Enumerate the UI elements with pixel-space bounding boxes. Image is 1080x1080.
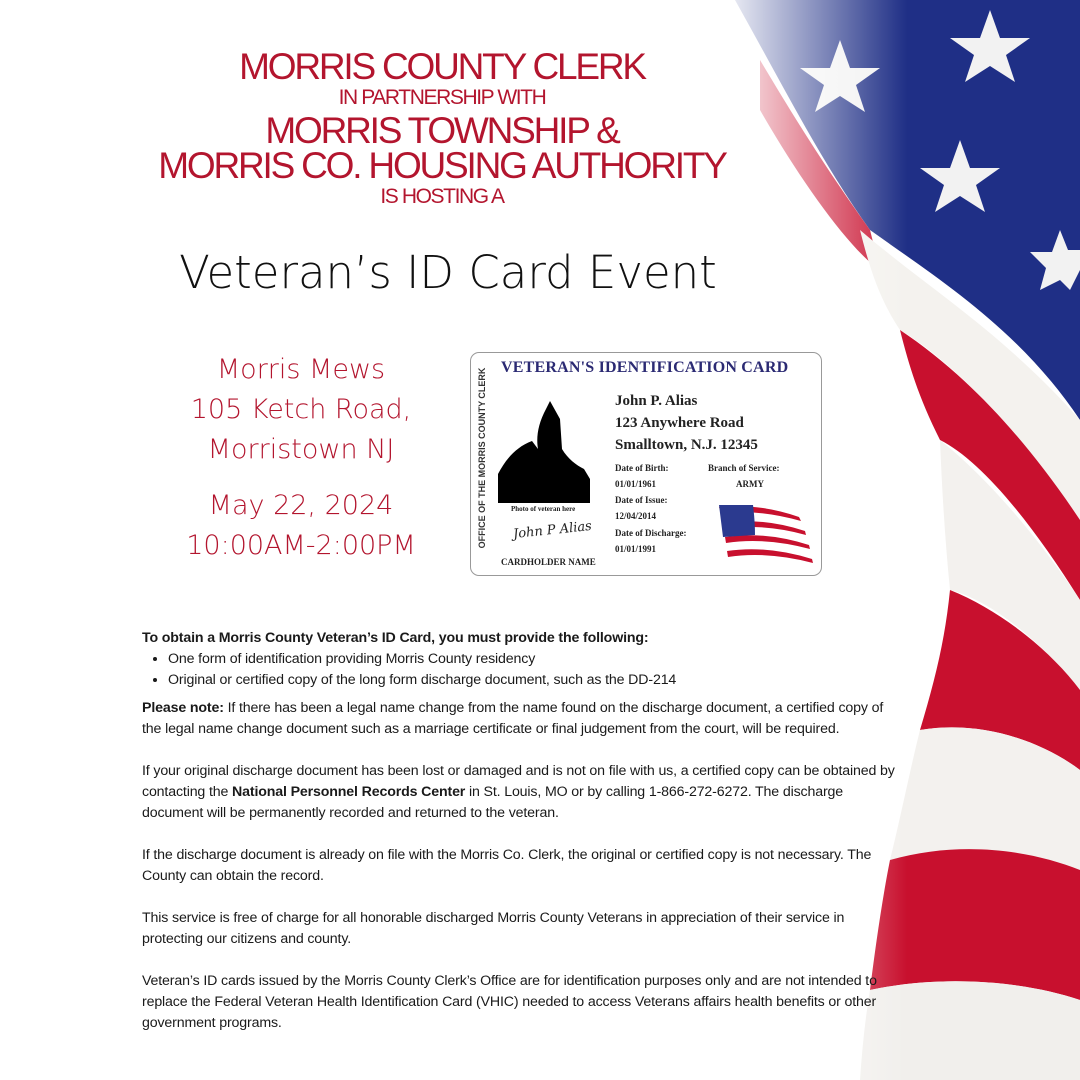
- branch-label: Branch of Service:: [708, 463, 780, 473]
- lost-document-paragraph: [142, 761, 902, 824]
- location-city: Morristown NJ: [207, 434, 395, 465]
- lost-text-post: in St. Louis, MO or by calling 1-866-272-6272. The discharge document will be permanently recorded and returned to the veteran.: [142, 784, 843, 821]
- requirement-item: • One form of identification providing Morris County residency: [168, 649, 902, 670]
- header-hosting: IS HOSTING A: [380, 185, 504, 208]
- cardholder-label: CARDHOLDER NAME: [501, 557, 596, 567]
- requirements-intro: To obtain a Morris County Veteran’s ID Card, you must provide the following:: [142, 630, 649, 646]
- on-file-paragraph: If the discharge document is already on file with the Morris Co. Clerk, the original or certified copy is not necessary. The County can obtain the record.: [142, 847, 872, 884]
- dob-label: Date of Birth:: [615, 463, 669, 473]
- free-service-paragraph: This service is free of charge for all honorable discharged Morris County Veterans in appreciation of their service in protecting our citizens and county.: [142, 910, 845, 947]
- card-side-label: OFFICE OF THE MORRIS COUNTY CLERK: [477, 367, 487, 549]
- card-signature: John P Alias: [512, 518, 593, 543]
- note-label: Please note:: [142, 700, 224, 716]
- header-housing-authority: MORRIS CO. HOUSING AUTHORITY: [158, 145, 726, 186]
- branch-value: ARMY: [736, 479, 764, 489]
- card-title: VETERAN'S IDENTIFICATION CARD: [501, 359, 789, 376]
- small-flag-icon: [719, 505, 813, 567]
- location-street: 105 Ketch Road,: [190, 394, 412, 425]
- card-holder-name: John P. Alias: [615, 393, 698, 409]
- requirements-list: [142, 649, 902, 691]
- name-change-note: [142, 698, 902, 740]
- header-partnership: IN PARTNERSHIP WITH: [338, 86, 546, 109]
- photo-caption: Photo of veteran here: [511, 505, 576, 513]
- disclaimer-paragraph: Veteran’s ID cards issued by the Morris County Clerk’s Office are for identification purposes only and are not intended to replace the Federal Veteran Health Identification Card (VHIC) needed to access Veterans affairs health benefits or other government programs.: [142, 973, 877, 1031]
- discharge-label: Date of Discharge:: [615, 528, 687, 538]
- discharge-value: 01/01/1991: [615, 544, 657, 554]
- event-time: 10:00AM-2:00PM: [186, 530, 416, 561]
- page-title: Veteran’s ID Card Event: [179, 246, 717, 299]
- requirements-section: [142, 628, 902, 1055]
- card-address-1: 123 Anywhere Road: [615, 415, 744, 431]
- header-township: MORRIS TOWNSHIP &: [265, 110, 619, 151]
- header-clerk: MORRIS COUNTY CLERK: [239, 46, 645, 87]
- dob-value: 01/01/1961: [615, 479, 657, 489]
- sample-id-card: [470, 352, 822, 576]
- nprc-name: National Personnel Records Center: [232, 784, 466, 800]
- note-text: If there has been a legal name change from the name found on the discharge document, a certified copy of the legal name change document such as a marriage certificate or final judgement from the court, will be required.: [142, 700, 884, 737]
- card-address-2: Smalltown, N.J. 12345: [615, 437, 758, 453]
- issue-label: Date of Issue:: [615, 495, 668, 505]
- lost-text-pre: If your original discharge document has been lost or damaged and is not on file with us, a certified copy can be obtained by contacting the: [142, 763, 895, 800]
- saluting-silhouette-icon: [498, 399, 590, 503]
- location-name: Morris Mews: [216, 354, 386, 385]
- event-date: May 22, 2024: [208, 490, 394, 521]
- requirement-item: • Original or certified copy of the long form discharge document, such as the DD-214: [168, 670, 902, 691]
- issue-value: 12/04/2014: [615, 511, 657, 521]
